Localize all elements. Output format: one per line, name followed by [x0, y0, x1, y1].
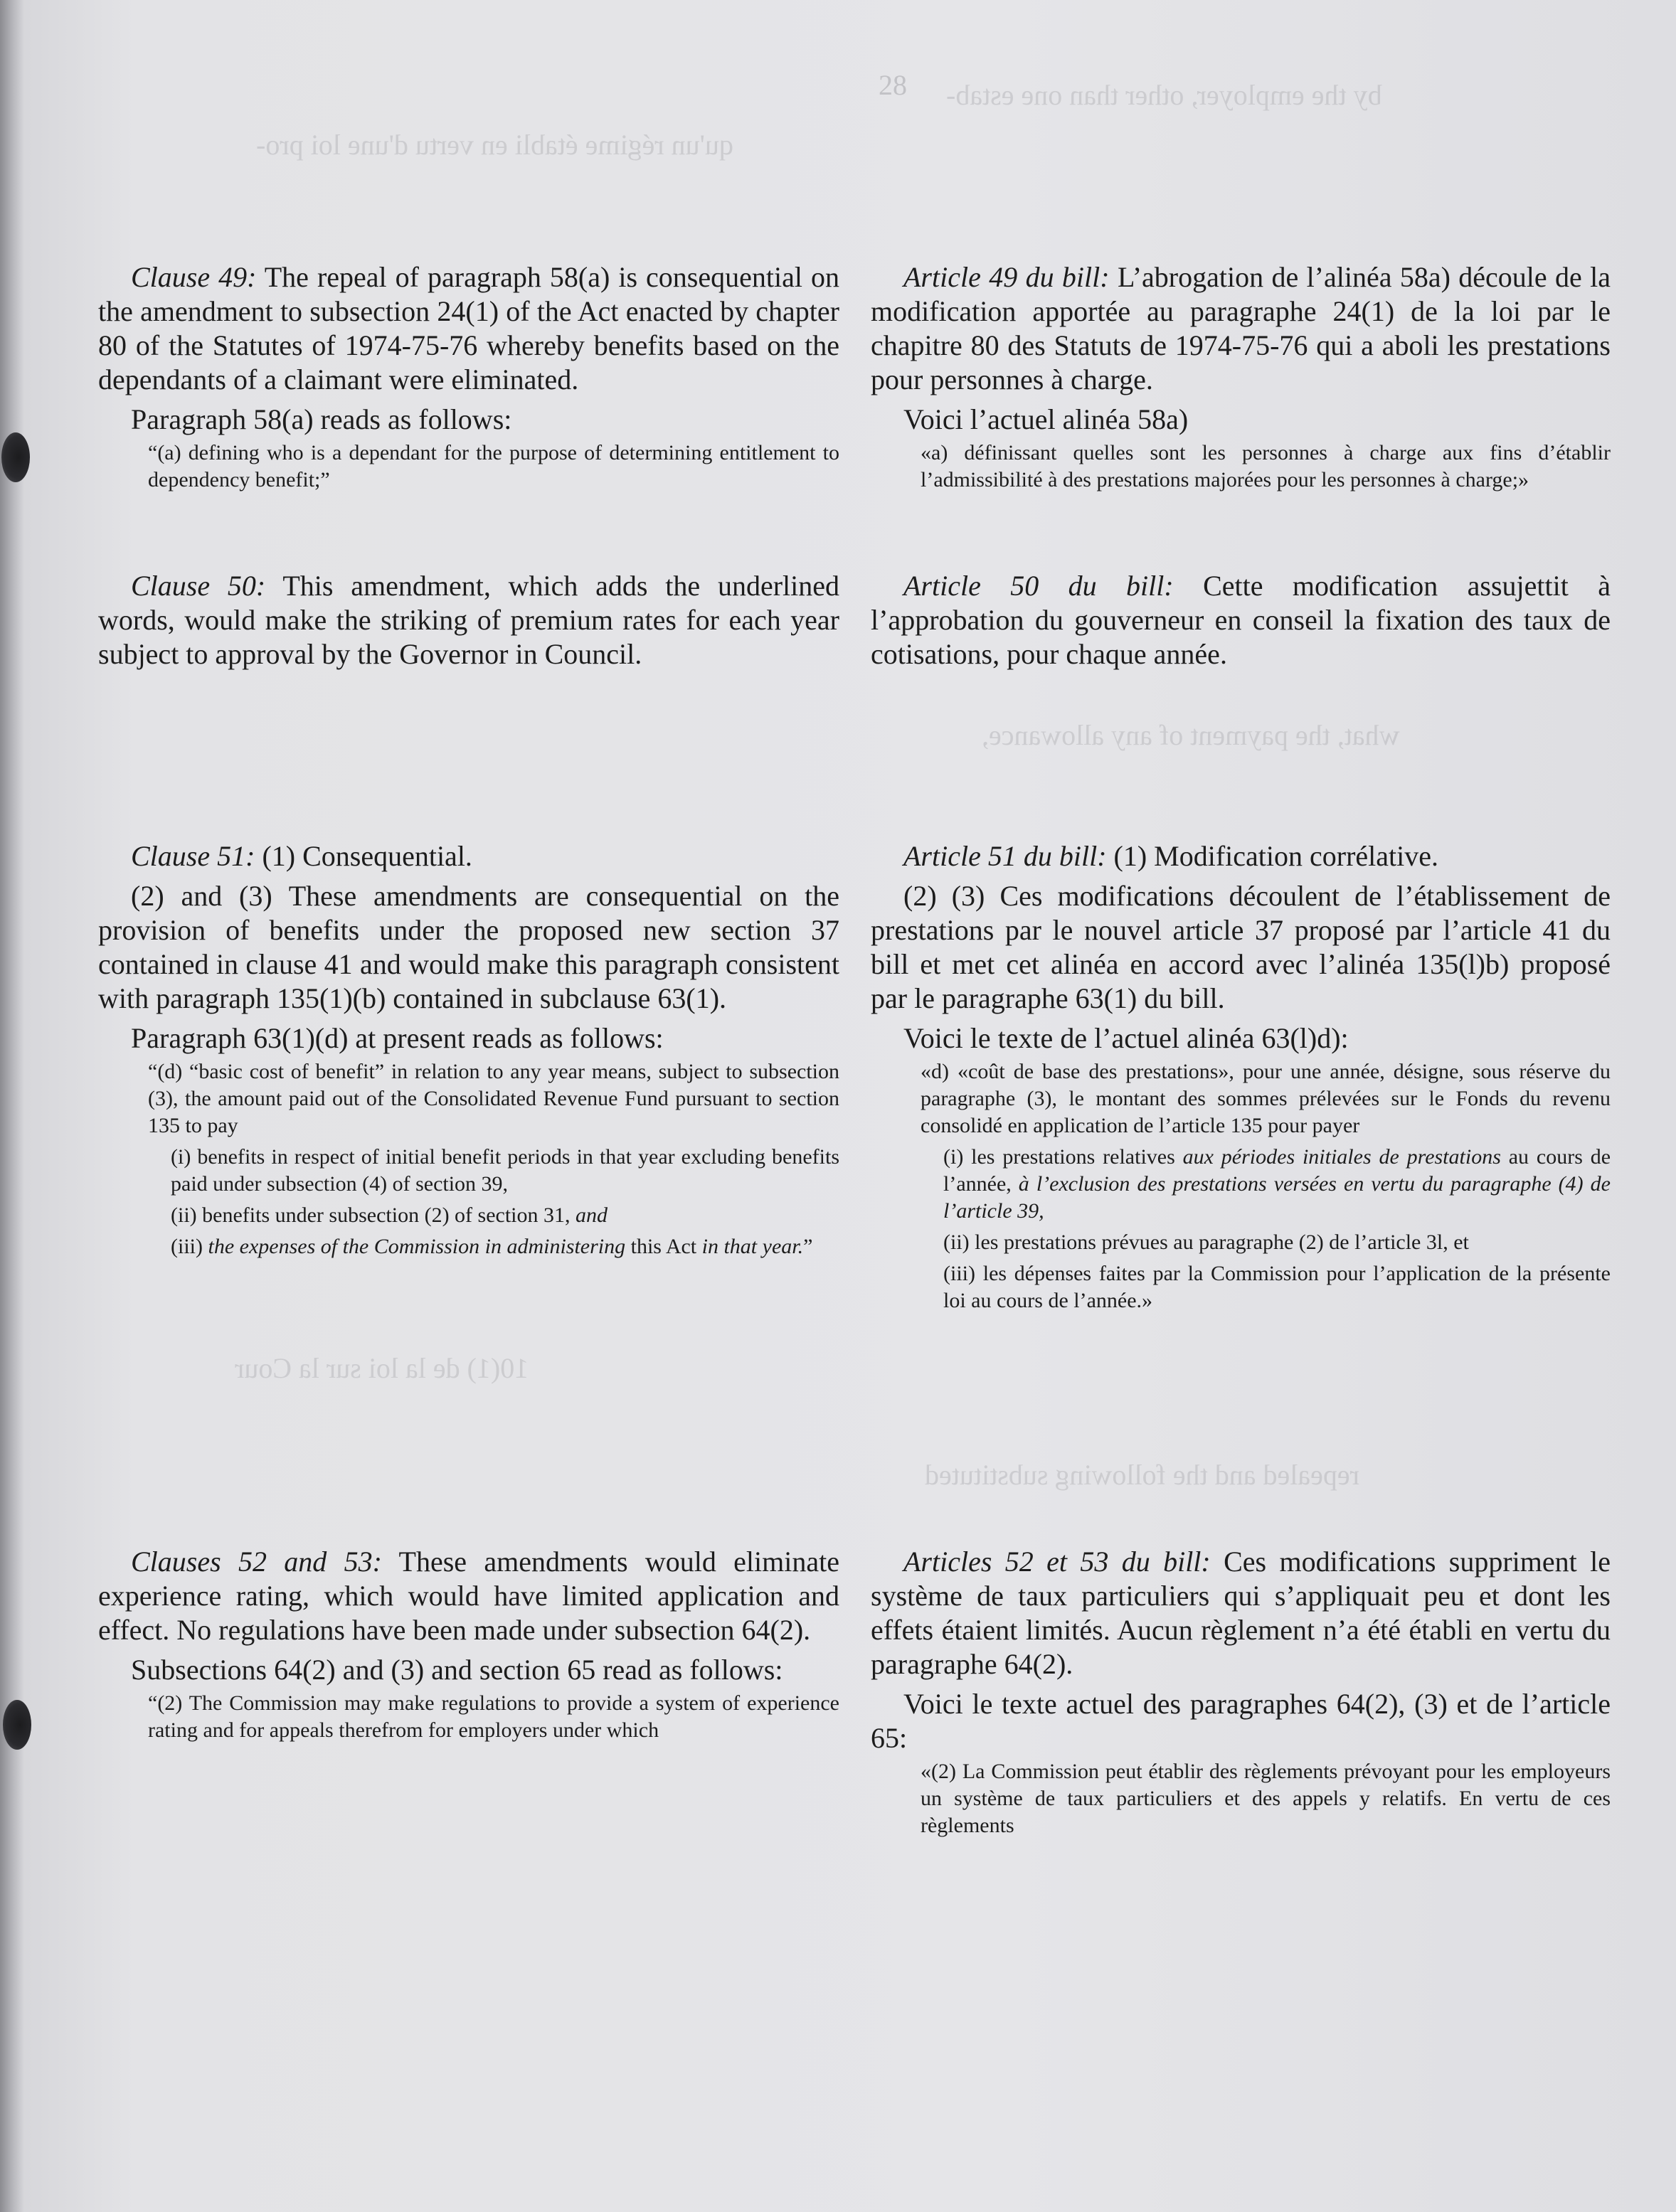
article-50-title: Article 50 du bill:: [903, 570, 1174, 602]
clauses-52-53-title: Clauses 52 and 53:: [131, 1546, 382, 1578]
article-51-title: Article 51 du bill:: [903, 840, 1107, 872]
clause-49-title: Clause 49:: [131, 261, 257, 293]
article-51-text1: Article 51 du bill: (1) Modification corrélative.: [903, 840, 1438, 872]
binder-hole: [1, 432, 30, 482]
clauses-52-53-quote: “(2) The Commission may make regulations to provide a system of experience rating and for appeals therefrom for employers under which: [148, 1691, 839, 1742]
articles-52-53-text: Articles 52 et 53 du bill: Ces modifications suppriment le système de taux particuliers qui s’appliquait peu et dont les effets étaient limités. Aucun règlement n’a été établi en vertu du paragraphe 64(2).: [871, 1546, 1611, 1680]
clause-49-intro: Paragraph 58(a) reads as follows:: [131, 403, 512, 435]
article-51-quote: «d) «coût de base des prestations», pour une année, désigne, sous réserve du paragraphe (3), le montant des sommes prélevées sur le Fonds du revenu consolidé en application de l’article 135 pour payer: [921, 1060, 1611, 1137]
article-51-text2: (2) (3) Ces modifications découlent de l’établissement de prestations par le nouvel article 37 proposé par l’article 41 du bill et met cet alinéa en accord avec l’alinéa 135(l)b) proposé par le paragraphe 63(1) du bill.: [871, 880, 1611, 1014]
clause-49: [98, 260, 839, 494]
scan-shadow-edge: [0, 0, 24, 2212]
clause-51-intro: Paragraph 63(1)(d) at present reads as follows:: [131, 1022, 664, 1054]
article-51-sub-i: (i) les prestations relatives aux périodes initiales de prestations au cours de l’année, à l’exclusion des prestations versées en vertu du paragraphe (4) de l’article 39,: [943, 1145, 1611, 1223]
bleed-through-text: repealed and the following substituted: [925, 1459, 1359, 1491]
clause-51-text1: Clause 51: (1) Consequential.: [131, 840, 472, 872]
clause-50-text: Clause 50: This amendment, which adds the underlined words, would make the striking of premium rates for each year subject to approval by the Governor in Council.: [98, 570, 839, 670]
clauses-52-53-intro: Subsections 64(2) and (3) and section 65 read as follows:: [131, 1654, 783, 1686]
clause-50: [98, 569, 839, 671]
clause-51: [98, 839, 839, 1260]
clause-51-sub-i: (i) benefits in respect of initial benefit periods in that year excluding benefits paid under subsection (4) of section 39,: [171, 1145, 839, 1196]
clauses-52-53: [98, 1545, 839, 1744]
bleed-through-text: 10(1) de la loi sur la Cour: [235, 1352, 529, 1384]
articles-52-53: [871, 1545, 1611, 1839]
article-51-intro: Voici le texte de l’actuel alinéa 63(l)d):: [903, 1022, 1349, 1054]
bleed-through-text: what, the payment of any allowance,: [982, 719, 1400, 751]
article-49-title: Article 49 du bill:: [903, 261, 1110, 293]
articles-52-53-quote: «(2) La Commission peut établir des règlements prévoyant pour les employeurs un système de taux particuliers et des appels y relatifs. En vertu de ces règlements: [921, 1760, 1611, 1837]
clause-49-text: Clause 49: The repeal of paragraph 58(a) is consequential on the amendment to subsection 24(1) of the Act enacted by chapter 80 of the Statutes of 1974-75-76 whereby benefits based on the dependants of a claimant were eliminated.: [98, 261, 839, 395]
article-49: [871, 260, 1611, 494]
bleed-through-text: qu'un régime établi en vertu d'une loi pro-: [256, 129, 733, 161]
article-49-intro: Voici l’actuel alinéa 58a): [903, 403, 1189, 435]
article-51: [871, 839, 1611, 1314]
binder-hole: [3, 1700, 31, 1750]
article-49-text: Article 49 du bill: L’abrogation de l’alinéa 58a) découle de la modification apportée au paragraphe 24(1) de la loi par le chapitre 80 des Statuts de 1974-75-76 qui a aboli les prestations pour personnes à charge.: [871, 261, 1611, 395]
article-49-quote: «a) définissant quelles sont les personnes à charge aux fins d’établir l’admissibilité à des prestations majorées pour les personnes à charge;»: [921, 441, 1611, 491]
clause-50-title: Clause 50:: [131, 570, 266, 602]
article-51-sub-iii: (iii) les dépenses faites par la Commission pour l’application de la présente loi au cours de l’année.»: [943, 1262, 1611, 1312]
clause-51-text2: (2) and (3) These amendments are consequential on the provision of benefits under the proposed new section 37 contained in clause 41 and would make this paragraph consistent with paragraph 135(1)(b) contained in subclause 63(1).: [98, 880, 839, 1014]
articles-52-53-title: Articles 52 et 53 du bill:: [903, 1546, 1211, 1578]
bleed-through-text: by the employer, other than one estab-: [946, 79, 1382, 111]
clause-51-sub-iii: (iii) the expenses of the Commission in administering this Act in that year.”: [171, 1235, 813, 1258]
page-number: 28: [879, 69, 907, 101]
articles-52-53-intro: Voici le texte actuel des paragraphes 64(2), (3) et de l’article 65:: [871, 1688, 1611, 1754]
clause-51-quote: “(d) “basic cost of benefit” in relation to any year means, subject to subsection (3), the amount paid out of the Consolidated Revenue Fund pursuant to section 135 to pay: [148, 1060, 839, 1137]
article-50: [871, 569, 1611, 671]
article-51-sub-ii: (ii) les prestations prévues au paragraphe (2) de l’article 3l, et: [943, 1230, 1469, 1254]
clause-49-quote: “(a) defining who is a dependant for the purpose of determining entitlement to dependency benefit;”: [148, 441, 839, 491]
clause-51-title: Clause 51:: [131, 840, 255, 872]
clauses-52-53-text: Clauses 52 and 53: These amendments would eliminate experience rating, which would have limited application and effect. No regulations have been made under subsection 64(2).: [98, 1546, 839, 1646]
clause-51-sub-ii: (ii) benefits under subsection (2) of section 31, and: [171, 1203, 608, 1227]
article-50-text: Article 50 du bill: Cette modification assujettit à l’approbation du gouverneur en conseil la fixation des taux de cotisations, pour chaque année.: [871, 570, 1611, 670]
